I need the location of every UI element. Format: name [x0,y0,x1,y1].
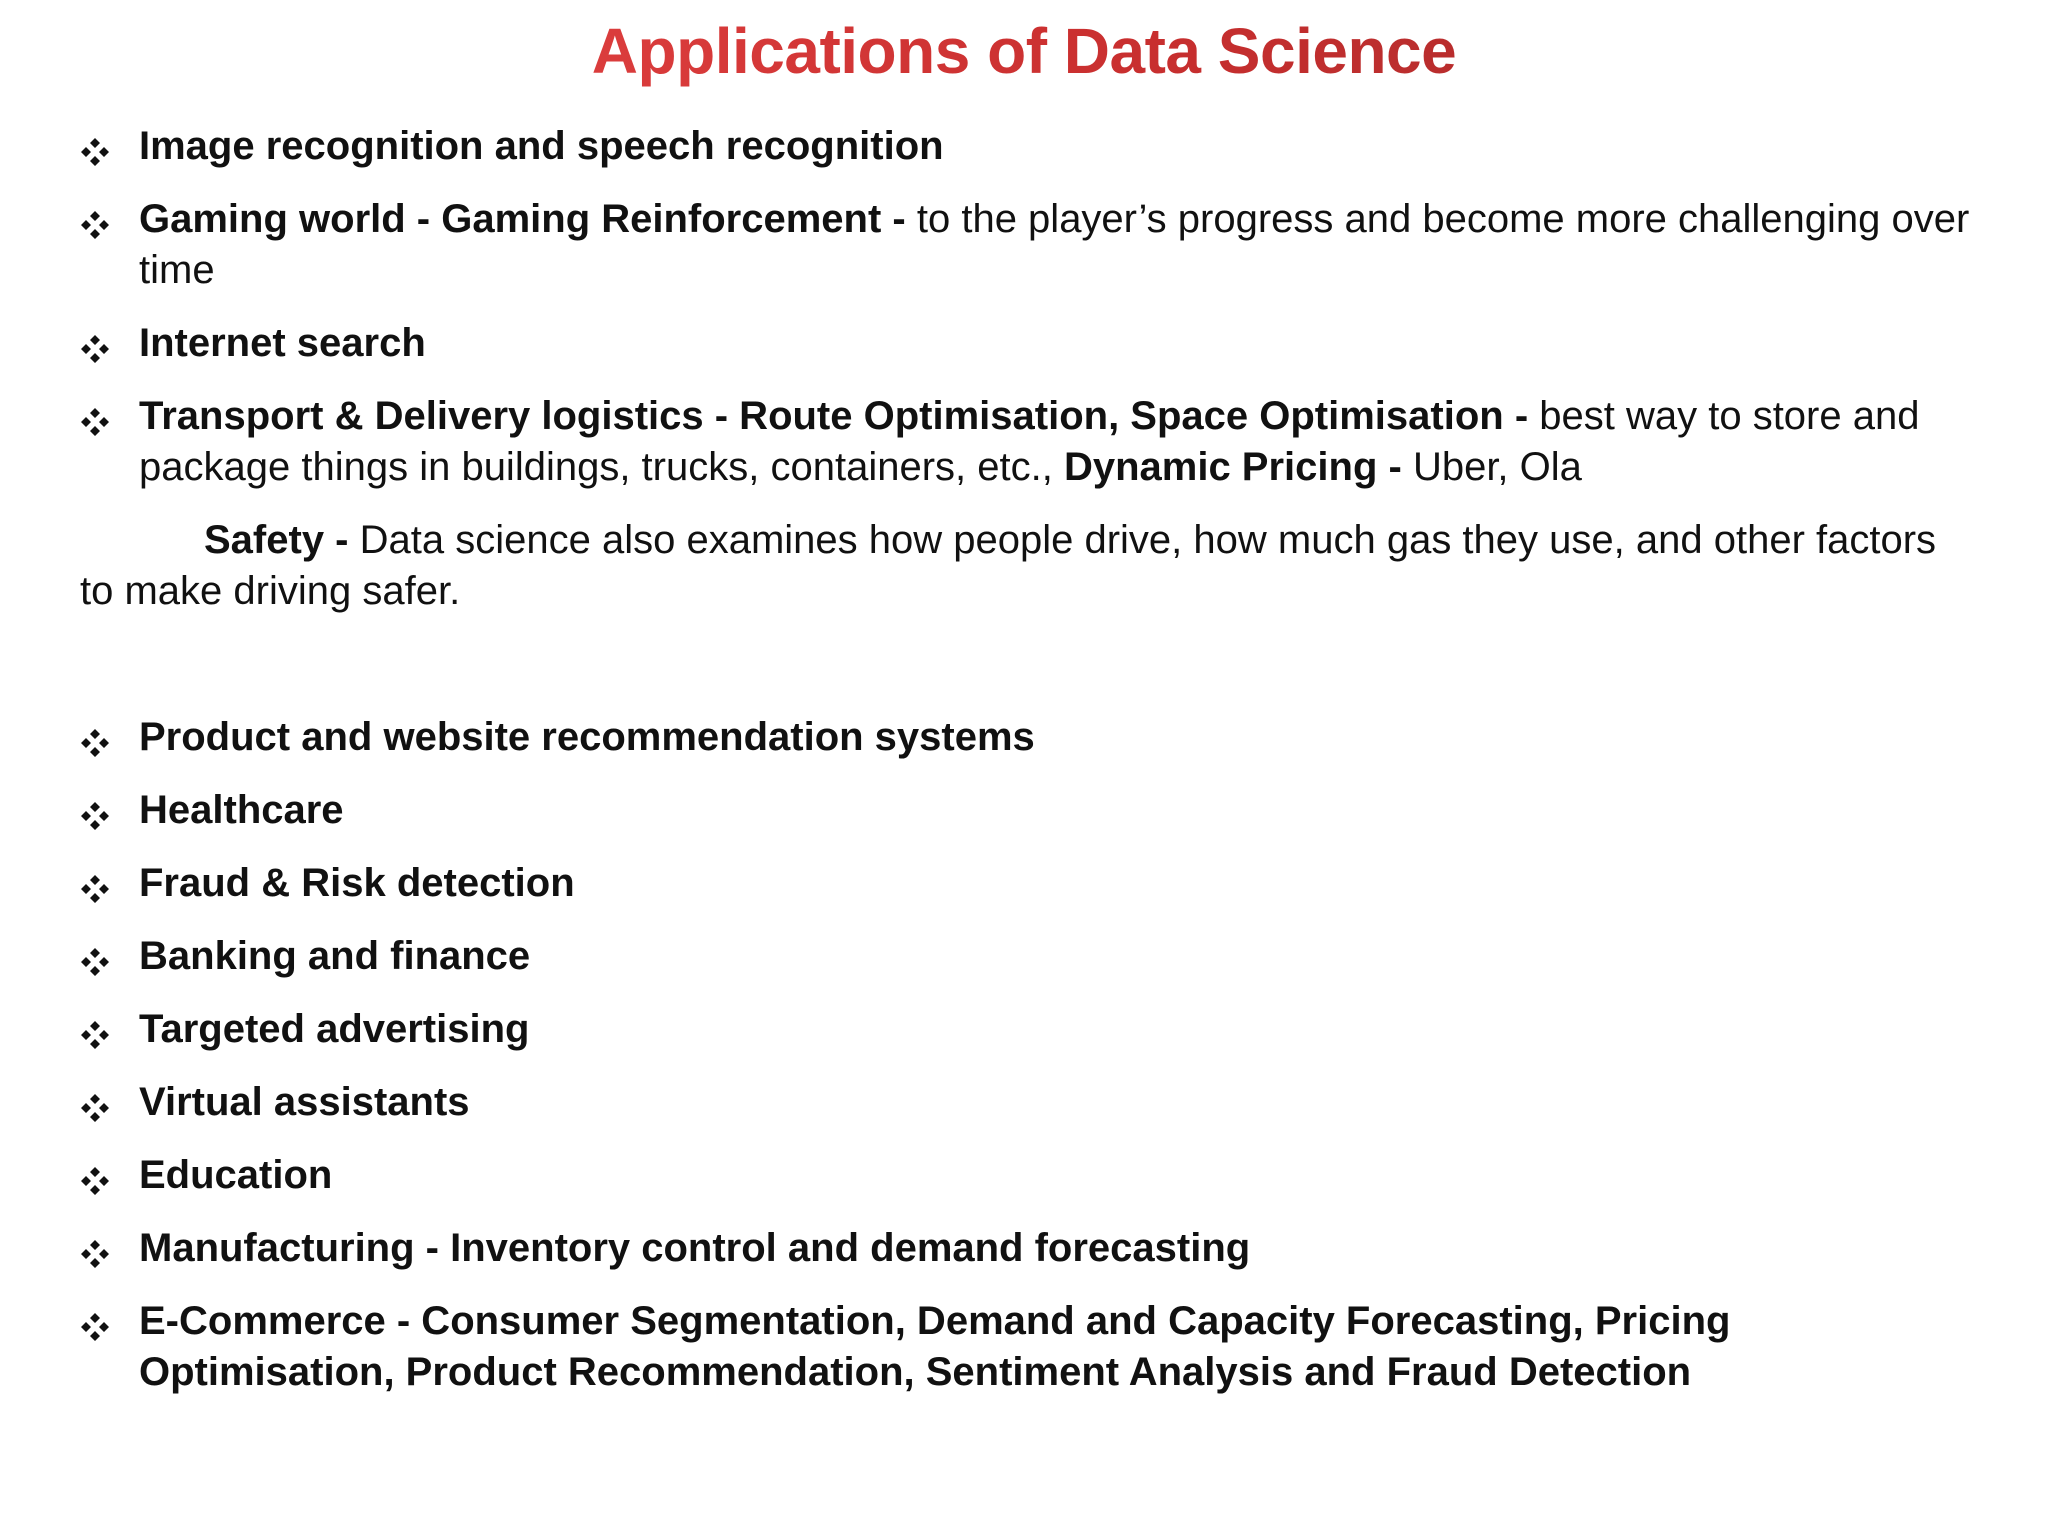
list-item-text [139,1296,1859,1398]
item-bold: Gaming world - Gaming Reinforcement - [139,197,906,241]
list-item-text [139,1150,2039,1201]
list-item-text [139,858,2039,909]
diamond-dots-icon [80,1239,110,1269]
item-bold-2: Dynamic Pricing - [1063,445,1402,489]
safety-normal: Data science also examines how people drive, how much gas they use, and other factors to make driving safer. [80,518,1937,613]
diamond-dots-icon [80,728,110,758]
item-bold: Product and website recommendation systems [139,715,1035,759]
item-bold: E-Commerce - Consumer Segmentation, Demand and Capacity Forecasting, Pricing Optimisation, Product Recommendation, Sentiment Analysis and Fraud Detection [139,1299,1731,1394]
diamond-dots-icon [80,801,110,831]
item-bold: Fraud & Risk detection [139,861,575,905]
diamond-dots-icon [80,210,110,240]
item-normal: to the player’s progress and become more challenging over time [139,197,1970,292]
item-bold: Banking and finance [139,934,531,978]
item-normal-2: Uber, Ola [1401,445,1582,489]
list-item-text [139,785,2039,836]
item-bold: Image recognition and speech recognition [139,124,944,168]
list-item-text [139,318,2039,369]
diamond-dots-icon [80,1020,110,1050]
safety-paragraph [80,515,1960,617]
list-item-text [139,194,2039,296]
diamond-dots-icon [80,334,110,364]
diamond-dots-icon [80,1166,110,1196]
diamond-dots-icon [80,947,110,977]
item-normal: best way to store and package things in buildings, trucks, containers, etc., [139,394,1920,489]
item-bold: Transport & Delivery logistics - Route Optimisation, Space Optimisation - [139,394,1529,438]
list-item-text [139,121,2039,172]
item-bold: Targeted advertising [139,1007,530,1051]
item-bold: Education [139,1153,333,1197]
item-bold: Internet search [139,321,426,365]
diamond-dots-icon [80,407,110,437]
diamond-dots-icon [80,1093,110,1123]
list-item-text [139,931,2039,982]
list-item-text [139,712,2039,763]
list-item-text [139,391,2039,493]
diamond-dots-icon [80,1312,110,1342]
safety-bold: Safety - [204,518,349,562]
list-item-text [139,1004,2039,1055]
item-bold: Virtual assistants [139,1080,470,1124]
diamond-dots-icon [80,137,110,167]
list-item-text [139,1223,2039,1274]
item-bold: Manufacturing - Inventory control and demand forecasting [139,1226,1251,1270]
slide-title: Applications of Data Science [0,6,2048,96]
list-item-text [139,1077,2039,1128]
diamond-dots-icon [80,874,110,904]
item-bold: Healthcare [139,788,344,832]
